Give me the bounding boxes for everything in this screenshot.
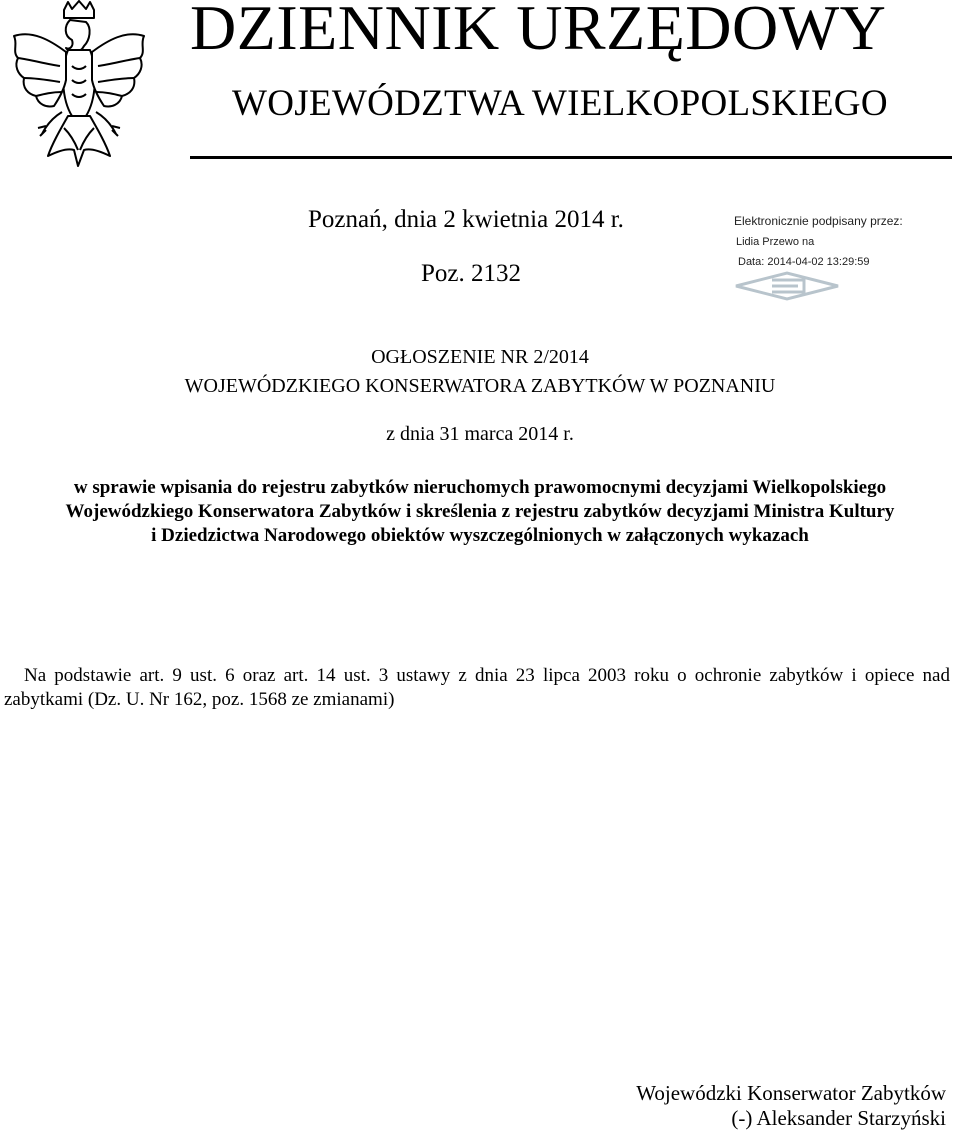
subject-line: Wojewódzkiego Konserwatora Zabytków i skreślenia z rejestru zabytków decyzjami Ministra Kultury [65, 501, 895, 522]
signatory-role: Wojewódzki Konserwator Zabytków [636, 1081, 946, 1105]
subject-line: i Dziedzictwa Narodowego obiektów wyszczególnionych w załączonych wykazach [151, 525, 809, 546]
announcement-subject [0, 476, 960, 548]
signatory-name: (-) Aleksander Starzyński [731, 1106, 946, 1130]
signature-signer: Lidia Przewo na [736, 236, 815, 248]
signature-watermark-icon [732, 270, 842, 302]
journal-title: DZIENNIK URZĘDOWY [190, 0, 887, 63]
subject-line: w sprawie wpisania do rejestru zabytków nieruchomych prawomocnymi decyzjami Wielkopolskiego [73, 477, 887, 498]
journal-subtitle: WOJEWÓDZTWA WIELKOPOLSKIEGO [232, 83, 888, 124]
announcement-date: z dnia 31 marca 2014 r. [386, 423, 574, 445]
announcement-title: OGŁOSZENIE NR 2/2014 [371, 346, 589, 368]
white-eagle-emblem-icon [8, 0, 150, 182]
signature-date: Data: 2014-04-02 13:29:59 [738, 256, 870, 268]
issue-position: Poz. 2132 [421, 260, 521, 287]
issue-place-date: Poznań, dnia 2 kwietnia 2014 r. [308, 206, 624, 233]
signature-label: Elektronicznie podpisany przez: [734, 214, 903, 228]
announcement-issuer: WOJEWÓDZKIEGO KONSERWATORA ZABYTKÓW W POZNANIU [184, 375, 776, 397]
electronic-signature-block [728, 212, 948, 308]
legal-basis-paragraph: Na podstawie art. 9 ust. 6 oraz art. 14 ust. 3 ustawy z dnia 23 lipca 2003 roku o ochronie zabytków i opiece nad zabytkami (Dz. U. Nr 162, poz. 1568 ze zmianami) [4, 665, 950, 710]
masthead-divider [190, 156, 952, 159]
